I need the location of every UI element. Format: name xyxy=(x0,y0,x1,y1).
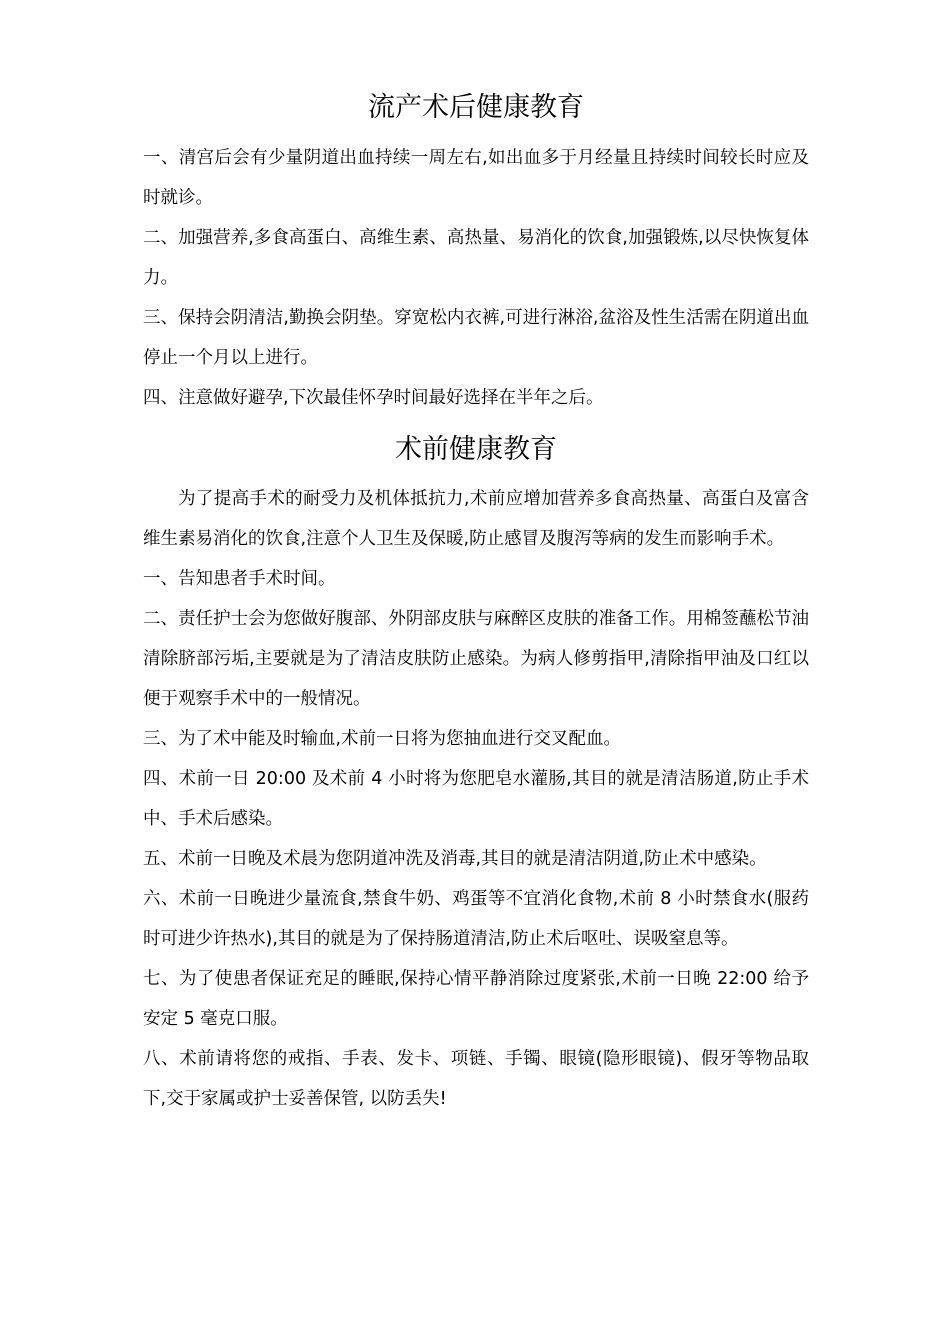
section-1-title: 流产术后健康教育 xyxy=(368,92,584,123)
section-2-body xyxy=(143,479,809,1119)
section-1-item: 四、注意做好避孕,下次最佳怀孕时间最好选择在半年之后。 xyxy=(143,388,604,408)
section-1-item: 二、加强营养,多食高蛋白、高维生素、高热量、易消化的饮食,加强锻炼,以尽快恢复体力。 xyxy=(143,228,809,288)
section-2-item: 八、术前请将您的戒指、手表、发卡、项链、手镯、眼镜(隐形眼镜)、假牙等物品取下,交于家属或护士妥善保管, 以防丢失! xyxy=(143,1049,809,1109)
section-2-title: 术前健康教育 xyxy=(395,434,557,465)
section-2-item: 三、为了术中能及时输血,术前一日将为您抽血进行交叉配血。 xyxy=(143,729,622,749)
section-2-item: 一、告知患者手术时间。 xyxy=(143,569,336,589)
section-1-item: 一、清宫后会有少量阴道出血持续一周左右,如出血多于月经量且持续时间较长时应及时就诊。 xyxy=(143,148,809,208)
section-2-intro: 为了提高手术的耐受力及机体抵抗力,术前应增加营养多食高热量、高蛋白及富含维生素易消化的饮食,注意个人卫生及保暖,防止感冒及腹泻等病的发生而影响手术。 xyxy=(143,489,809,549)
section-2-item: 六、术前一日晚进少量流食,禁食牛奶、鸡蛋等不宜消化食物,术前 8 小时禁食水(服药时可进少许热水),其目的就是为了保持肠道清洁,防止术后呕吐、误吸窒息等。 xyxy=(143,889,809,949)
section-1-item: 三、保持会阴清洁,勤换会阴垫。穿宽松内衣裤,可进行淋浴,盆浴及性生活需在阴道出血停止一个月以上进行。 xyxy=(143,308,809,368)
section-1-body xyxy=(143,138,809,418)
section-2-item: 四、术前一日 20:00 及术前 4 小时将为您肥皂水灌肠,其目的就是清洁肠道,防止手术中、手术后感染。 xyxy=(143,769,809,829)
section-2-item: 二、责任护士会为您做好腹部、外阴部皮肤与麻醉区皮肤的准备工作。用棉签蘸松节油清除脐部污垢,主要就是为了清洁皮肤防止感染。为病人修剪指甲,清除指甲油及口红以便于观察手术中的一般情况。 xyxy=(143,609,809,709)
section-2-item: 七、为了使患者保证充足的睡眠,保持心情平静消除过度紧张,术前一日晚 22:00 给予安定 5 毫克口服。 xyxy=(143,969,809,1029)
section-2-item: 五、术前一日晚及术晨为您阴道冲洗及消毒,其目的就是清洁阴道,防止术中感染。 xyxy=(143,849,767,869)
